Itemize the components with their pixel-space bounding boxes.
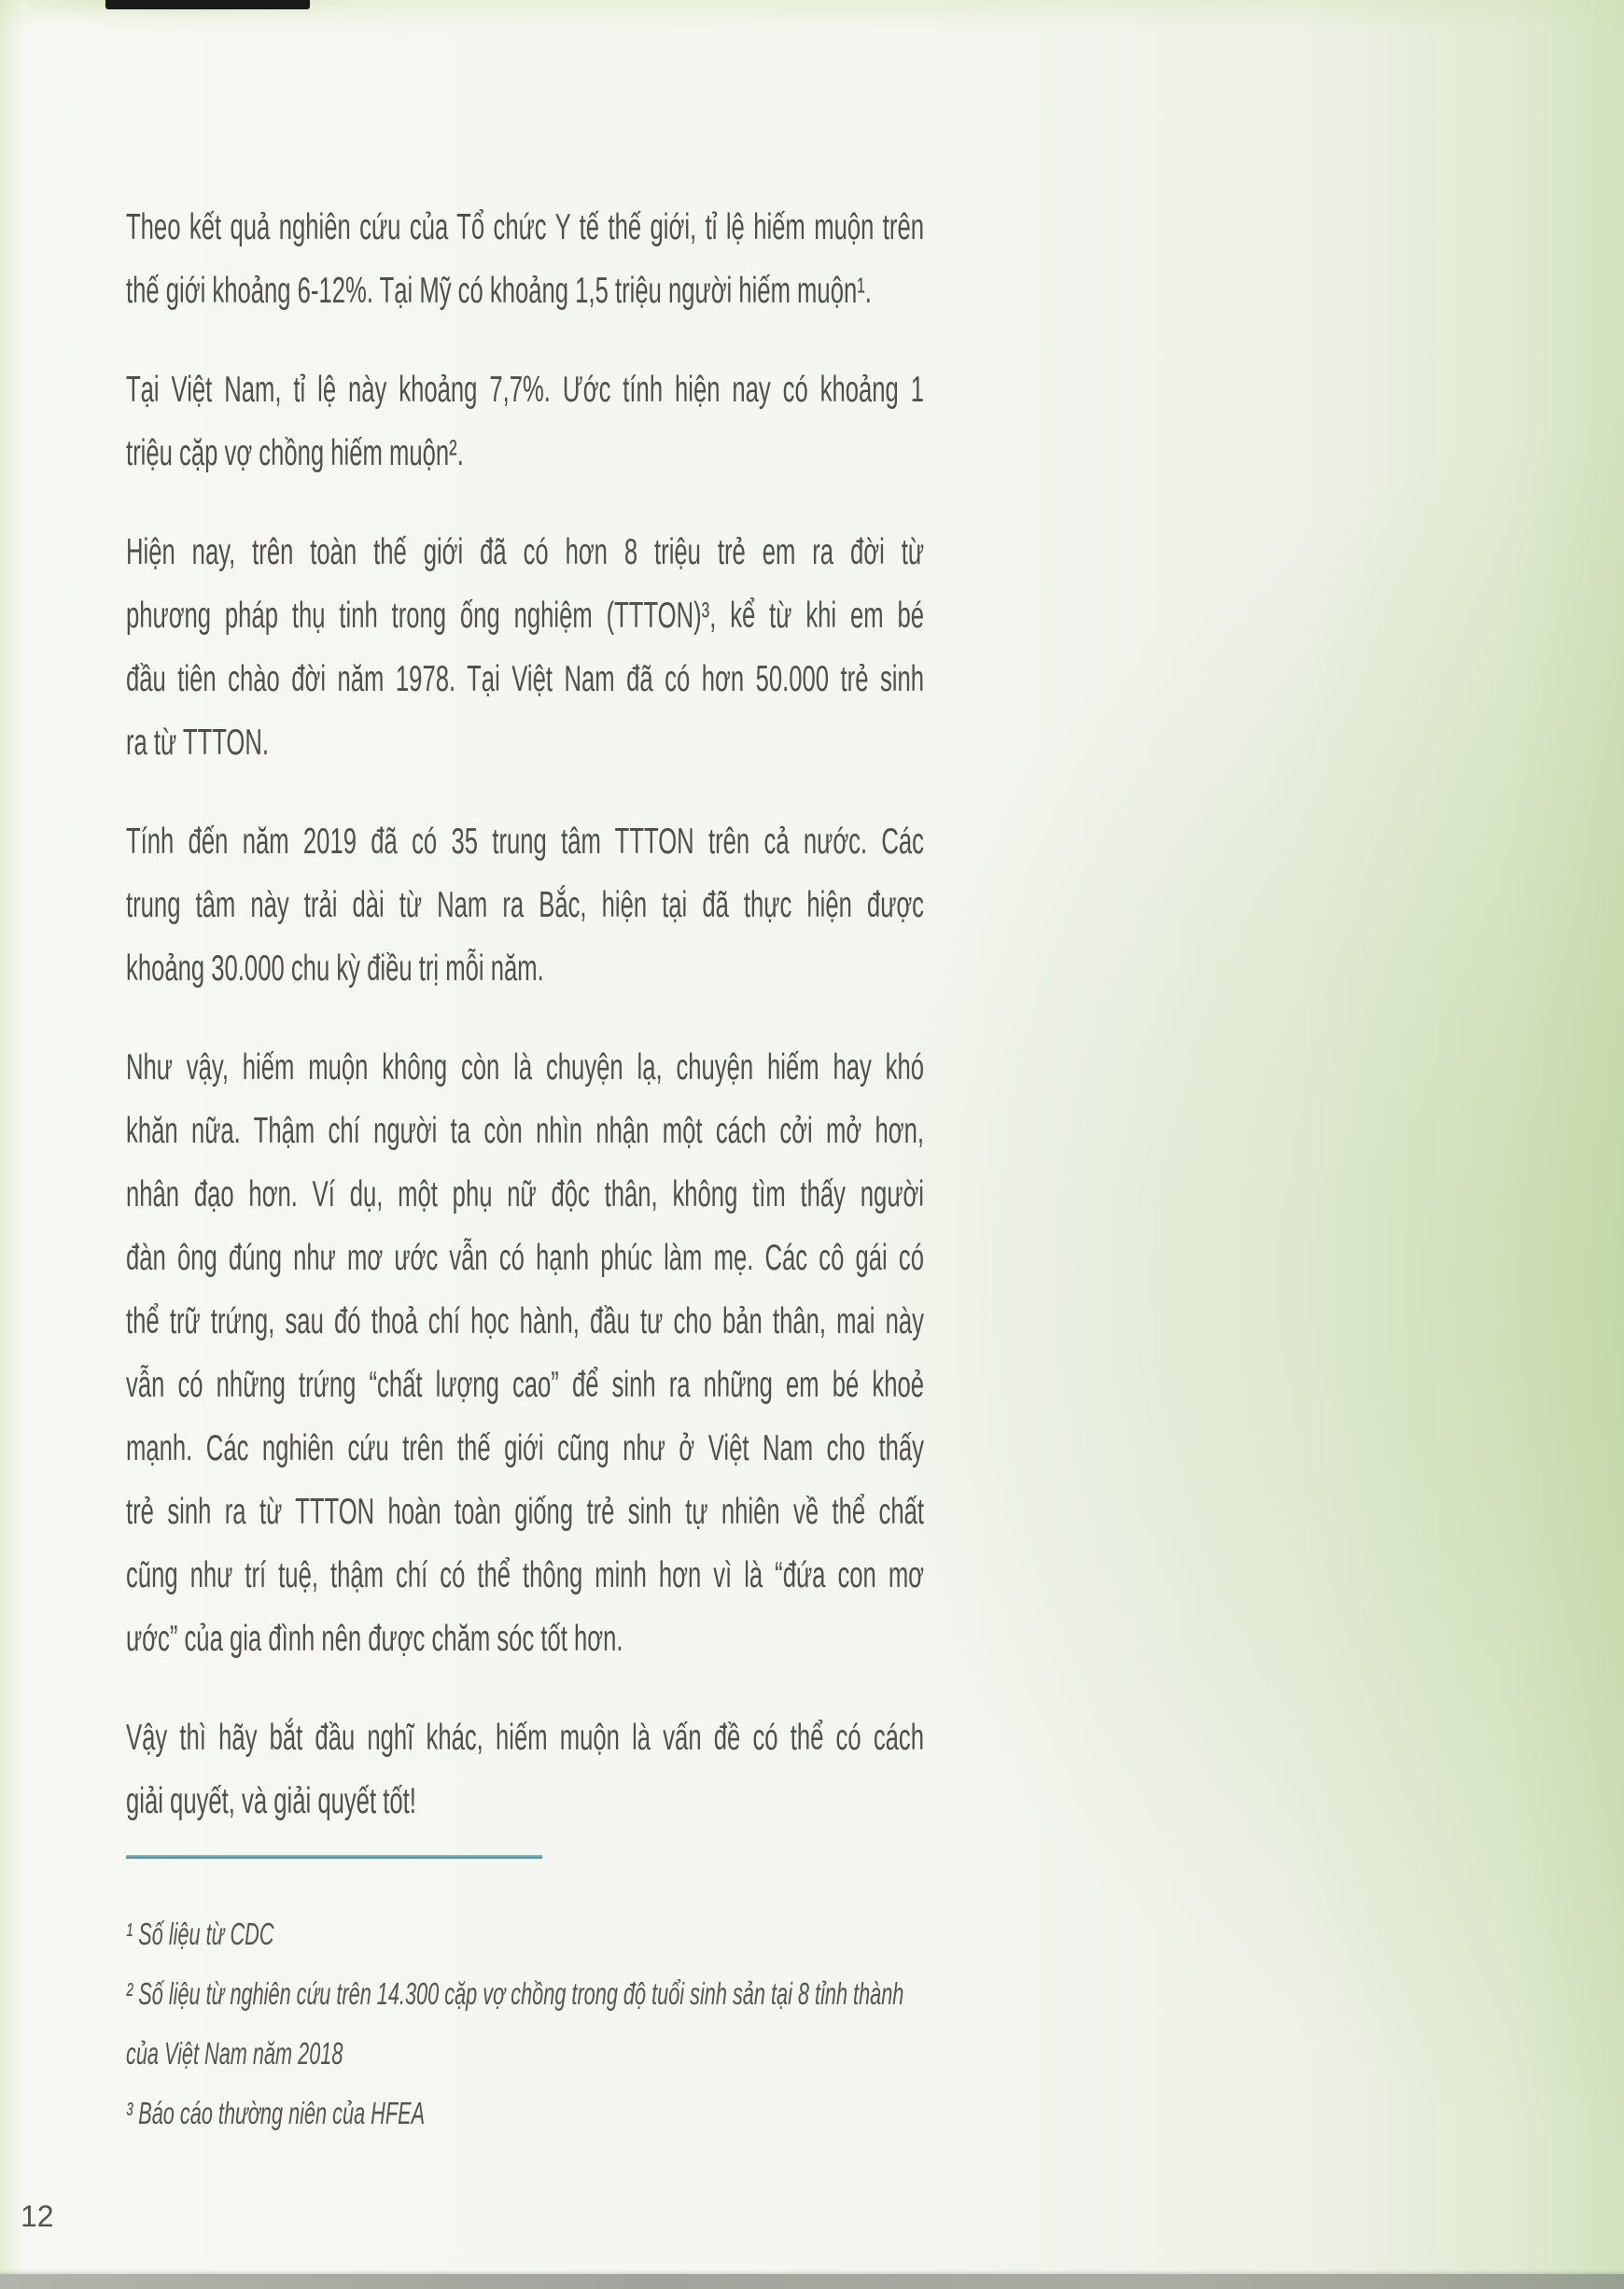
text-line: cũng như trí tuệ, thậm chí có thể thông minh hơn vì là “đứa con mơ — [126, 1555, 925, 1595]
text-line: Vậy thì hãy bắt đầu nghĩ khác, hiếm muộn là vấn đề có thể có cách — [126, 1718, 925, 1758]
text-line: Tại Việt Nam, tỉ lệ này khoảng 7,7%. Ước tính hiện nay có khoảng 1 — [126, 370, 925, 410]
text-line: ước” của gia đình nên được chăm sóc tốt hơn. — [126, 1619, 623, 1659]
text-line: khăn nữa. Thậm chí người ta còn nhìn nhận một cách cởi mở hơn, — [126, 1111, 925, 1151]
page-number: 12 — [21, 2199, 54, 2233]
text-line: giải quyết, và giải quyết tốt! — [126, 1781, 416, 1821]
footnote-line: của Việt Nam năm 2018 — [126, 2036, 343, 2071]
text-line: khoảng 30.000 chu kỳ điều trị mỗi năm. — [126, 948, 544, 989]
text-line: thể trữ trứng, sau đó thoả chí học hành, đầu tư cho bản thân, mai này — [126, 1301, 925, 1341]
text-line: Theo kết quả nghiên cứu của Tổ chức Y tế thế giới, tỉ lệ hiếm muộn trên — [126, 207, 925, 247]
text-line: đàn ông đúng như mơ ước vẫn có hạnh phúc làm mẹ. Các cô gái có — [126, 1238, 925, 1278]
paragraph — [126, 521, 924, 775]
text-line: trung tâm này trải dài từ Nam ra Bắc, hiện tại đã thực hiện được — [126, 885, 925, 925]
paragraph — [126, 358, 924, 485]
bottom-edge-strip — [0, 2274, 1624, 2289]
scan-artifact-top-bar — [105, 0, 310, 9]
footnote-line: ³ Báo cáo thường niên của HFEA — [126, 2096, 426, 2130]
footnote-line: ¹ Số liệu từ CDC — [126, 1917, 274, 1951]
text-line: trẻ sinh ra từ TTTON hoàn toàn giống trẻ sinh tự nhiên về thể chất — [126, 1492, 925, 1532]
paragraph — [126, 810, 924, 1001]
text-line: Hiện nay, trên toàn thế giới đã có hơn 8 triệu trẻ em ra đời từ — [126, 532, 925, 572]
text-line: ra từ TTTON. — [126, 723, 270, 763]
text-line: Tính đến năm 2019 đã có 35 trung tâm TTTON trên cả nước. Các — [126, 822, 925, 862]
text-line: nhân đạo hơn. Ví dụ, một phụ nữ độc thân, không tìm thấy người — [126, 1174, 925, 1215]
footnote-divider — [126, 1855, 542, 1859]
body-text — [126, 196, 924, 1869]
paragraph — [126, 1036, 924, 1671]
paragraph — [126, 1706, 924, 1833]
text-line: triệu cặp vợ chồng hiếm muộn². — [126, 433, 464, 473]
footnotes — [126, 1904, 924, 2143]
text-line: đầu tiên chào đời năm 1978. Tại Việt Nam đã có hơn 50.000 trẻ sinh — [126, 659, 925, 699]
text-line: mạnh. Các nghiên cứu trên thế giới cũng như ở Việt Nam cho thấy — [126, 1428, 925, 1468]
text-line: thế giới khoảng 6-12%. Tại Mỹ có khoảng 1,5 triệu người hiếm muộn¹. — [126, 271, 872, 311]
text-line: Như vậy, hiếm muộn không còn là chuyện lạ, chuyện hiếm hay khó — [126, 1047, 925, 1088]
footnote-line: ² Số liệu từ nghiên cứu trên 14.300 cặp vợ chồng trong độ tuổi sinh sản tại 8 tỉnh thành — [126, 1976, 904, 2011]
paragraph — [126, 196, 924, 323]
text-line: vẫn có những trứng “chất lượng cao” để sinh ra những em bé khoẻ — [126, 1365, 925, 1405]
text-line: phương pháp thụ tinh trong ống nghiệm (TTTON)³, kể từ khi em bé — [126, 596, 925, 636]
